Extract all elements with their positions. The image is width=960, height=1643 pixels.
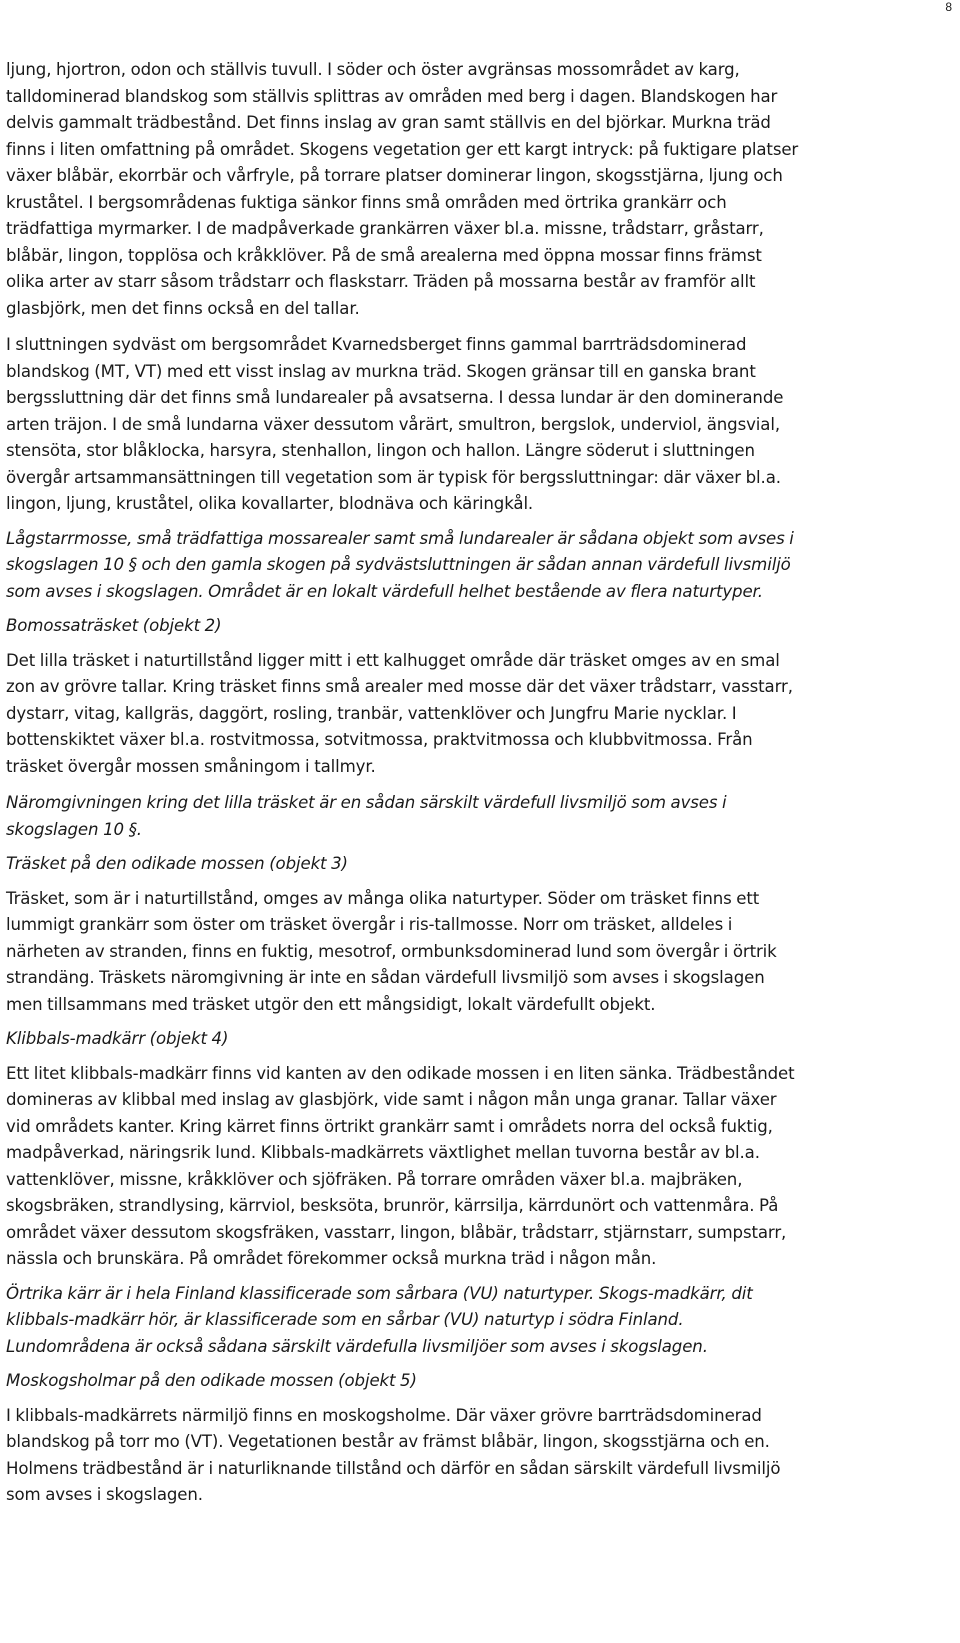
paragraph-bomossatrasket: Det lilla träsket i naturtillstånd ligger mitt i ett kalhugget område där träsket omges av en smal zon av grövre tallar. Kring träsket finns små arealer med mosse där det växer trådstarr, vasstarr, dystarr, vitag, kallgräs, daggört, rosling, tranbär, vattenklöver och Jungfru Marie nycklar. I bottenskiktet växer bl.a. rostvitmossa, sotvitmossa, praktvitmossa och klubbvitmossa. Från träsket övergår mossen småningom i tallmyr.: [6, 650, 793, 776]
heading-klibbals-madkarr: Klibbals-madkärr (objekt 4): [6, 1029, 229, 1048]
heading-moskogsholmar: Moskogsholmar på den odikade mossen (objekt 5): [6, 1371, 417, 1390]
heading-bomossatrasket: Bomossaträsket (objekt 2): [6, 616, 222, 635]
paragraph-kvarnedsberget: I sluttningen sydväst om bergsområdet Kvarnedsberget finns gammal barrträdsdominerad blandskog (MT, VT) med ett visst inslag av murkna träd. Skogen gränsar till en ganska brant bergssluttning där det finns små lundarealer på avsatserna. I dessa lundar är den dominerande arten träjon. I de små lundarna växer dessutom vårärt, smultron, bergslok, underviol, ängsvial, stensöta, stor blåklocka, harsyra, stenhallon, lingon och hallon. Längre söderut i sluttningen övergår artsammansättningen till vegetation som är typisk för bergssluttningar: där växer bl.a. lingon, ljung, kruståtel, olika kovallarter, blodnäva och käringkål.: [6, 335, 784, 513]
paragraph-klibbals-madkarr: Ett litet klibbals-madkärr finns vid kanten av den odikade mossen i en liten sänka. Trädbeståndet domineras av klibbal med inslag av glasbjörk, vide samt i någon mån unga granar. Tallar växer vid områdets kanter. Kring kärret finns örtrikt grankärr samt i områdets norra del också fuktig, madpåverkad, näringsrik lund. Klibbals-madkärrets växtlighet mellan tuvorna består av bl.a. vattenklöver, missne, kråkklöver och sjöfräken. På torrare områden växer bl.a. majbräken, skogsbräken, strandlysing, kärrviol, besksöta, brunrör, kärrsilja, kärrdunört och vattenmåra. På området växer dessutom skogsfräken, vasstarr, lingon, blåbär, trådstarr, stjärnstarr, sumpstarr, nässla och brunskära. På området förekommer också murkna träd i någon mån.: [6, 1063, 795, 1268]
page-number: 8: [945, 0, 952, 14]
paragraph-assessment-objekt-4: Örtrika kärr är i hela Finland klassificerade som sårbara (VU) naturtyper. Skogs-madkärr, dit klibbals-madkärr hör, är klassificerade som en sårbar (VU) naturtyp i södra Finland. Lundområdena är också sådana särskilt värdefulla livsmiljöer som avses i skogslagen.: [6, 1283, 753, 1356]
paragraph-moskogsholmar: I klibbals-madkärrets närmiljö finns en moskogsholme. Där växer grövre barrträdsdominerad blandskog på torr mo (VT). Vegetationen består av främst blåbär, lingon, skogsstjärna och en. Holmens trädbestånd är i naturliknande tillstånd och därför en sådan särskilt värdefull livsmiljö som avses i skogslagen.: [6, 1405, 781, 1504]
paragraph-assessment-objekt-1: Lågstarrmosse, små trädfattiga mossarealer samt små lundarealer är sådana objekt som avses i skogslagen 10 § och den gamla skogen på sydvästsluttningen är sådan annan värdefull livsmiljö som avses i skogslagen. Området är en lokalt värdefull helhet bestående av flera naturtyper.: [6, 528, 794, 601]
paragraph-mossomradet: ljung, hjortron, odon och ställvis tuvull. I söder och öster avgränsas mossområdet av karg, talldominerad blandskog som ställvis splittras av områden med berg i dagen. Blandskogen har delvis gammalt trädbestånd. Det finns inslag av gran samt ställvis en del björkar. Murkna träd finns i liten omfattning på området. Skogens vegetation ger ett kargt intryck: på fuktigare platser växer blåbär, ekorrbär och vårfryle, på torrare platser dominerar lingon, skogsstjärna, ljung och kruståtel. I bergsområdenas fuktiga sänkor finns små områden med örtrika grankärr och trädfattiga myrmarker. I de madpåverkade grankärren växer bl.a. missne, trådstarr, gråstarr, blåbär, lingon, topplösa och kråkklöver. På de små arealerna med öppna mossar finns främst olika arter av starr såsom trådstarr och flaskstarr. Träden på mossarna består av framför allt glasbjörk, men det finns också en del tallar.: [6, 60, 799, 318]
paragraph-assessment-objekt-2: Näromgivningen kring det lilla träsket är en sådan särskilt värdefull livsmiljö som avses i skogslagen 10 §.: [6, 793, 727, 839]
document-body: [6, 57, 957, 1509]
heading-trasket-odikade-mossen: Träsket på den odikade mossen (objekt 3): [6, 854, 348, 873]
paragraph-trasket-odikade-mossen: Träsket, som är i naturtillstånd, omges av många olika naturtyper. Söder om träsket finns ett lummigt grankärr som öster om träsket övergår i ris-tallmosse. Norr om träsket, alldeles i närheten av stranden, finns en fuktig, mesotrof, ormbunksdominerad lund som övergår i örtrik strandäng. Träskets näromgivning är inte en sådan värdefull livsmiljö som avses i skogslagen men tillsammans med träsket utgör den ett mångsidigt, lokalt värdefullt objekt.: [6, 888, 777, 1014]
